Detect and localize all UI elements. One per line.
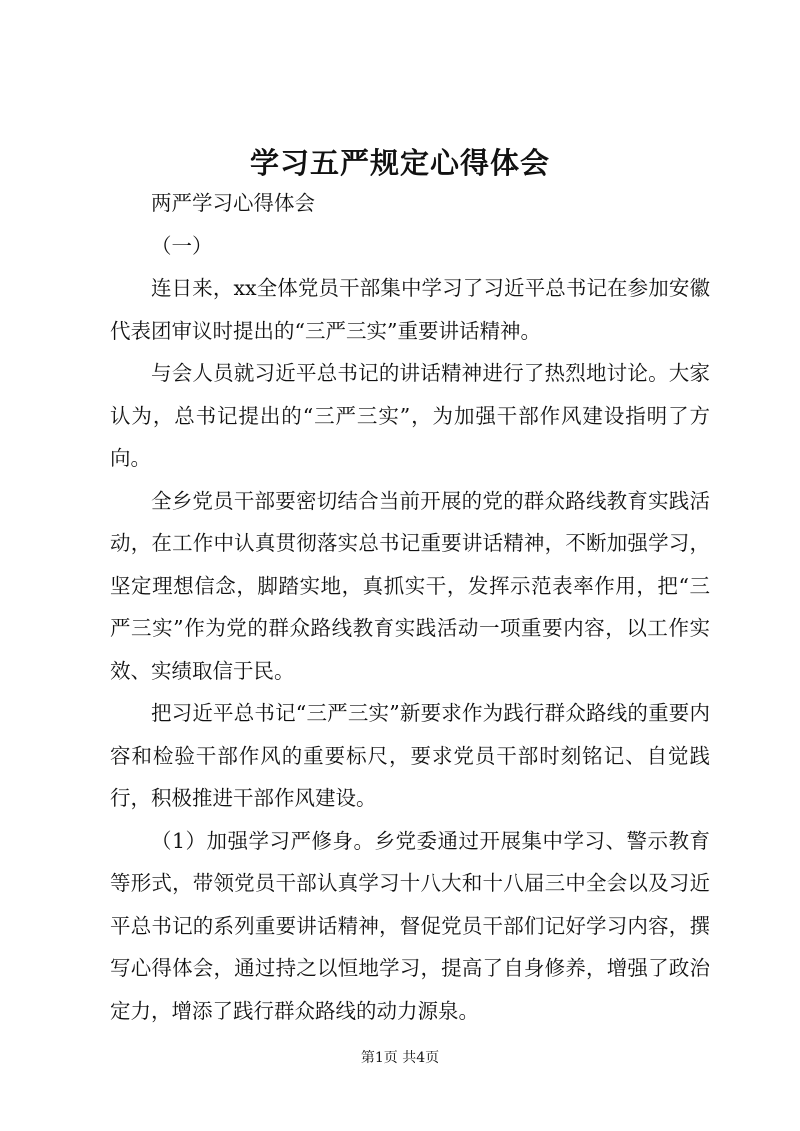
document-body xyxy=(110,182,710,1032)
paragraph: 全乡党员干部要密切结合当前开展的党的群众路线教育实践活动，在工作中认真贯彻落实总书记重要讲话精神，不断加强学习，坚定理想信念，脚踏实地，真抓实干，发挥示范表率作用，把“三严三实”作为党的群众路线教育实践活动一项重要内容，以工作实效、实绩取信于民。 xyxy=(110,488,710,683)
document-title: 学习五严规定心得体会 xyxy=(249,146,550,180)
paragraph: （1）加强学习严修身。乡党委通过开展集中学习、警示教育等形式，带领党员干部认真学习十八大和十八届三中全会以及习近平总书记的系列重要讲话精神，督促党员干部们记好学习内容，撰写心得体会，通过持之以恒地学习，提高了自身修养，增强了政治定力，增添了践行群众路线的动力源泉。 xyxy=(110,828,710,1023)
paragraph-section-marker: （一） xyxy=(151,233,213,258)
paragraph: 与会人员就习近平总书记的讲话精神进行了热烈地讨论。大家认为，总书记提出的“三严三实”，为加强干部作风建设指明了方向。 xyxy=(110,361,710,470)
paragraph: 连日来，xx全体党员干部集中学习了习近平总书记在参加安徽代表团审议时提出的“三严三实”重要讲话精神。 xyxy=(110,276,710,343)
paragraph-subtitle: 两严学习心得体会 xyxy=(151,191,315,215)
page-number-footer: 第1页 共4页 xyxy=(360,1050,440,1066)
paragraph: 把习近平总书记“三严三实”新要求作为践行群众路线的重要内容和检验干部作风的重要标尺，要求党员干部时刻铭记、自觉践行，积极推进干部作风建设。 xyxy=(110,701,710,810)
